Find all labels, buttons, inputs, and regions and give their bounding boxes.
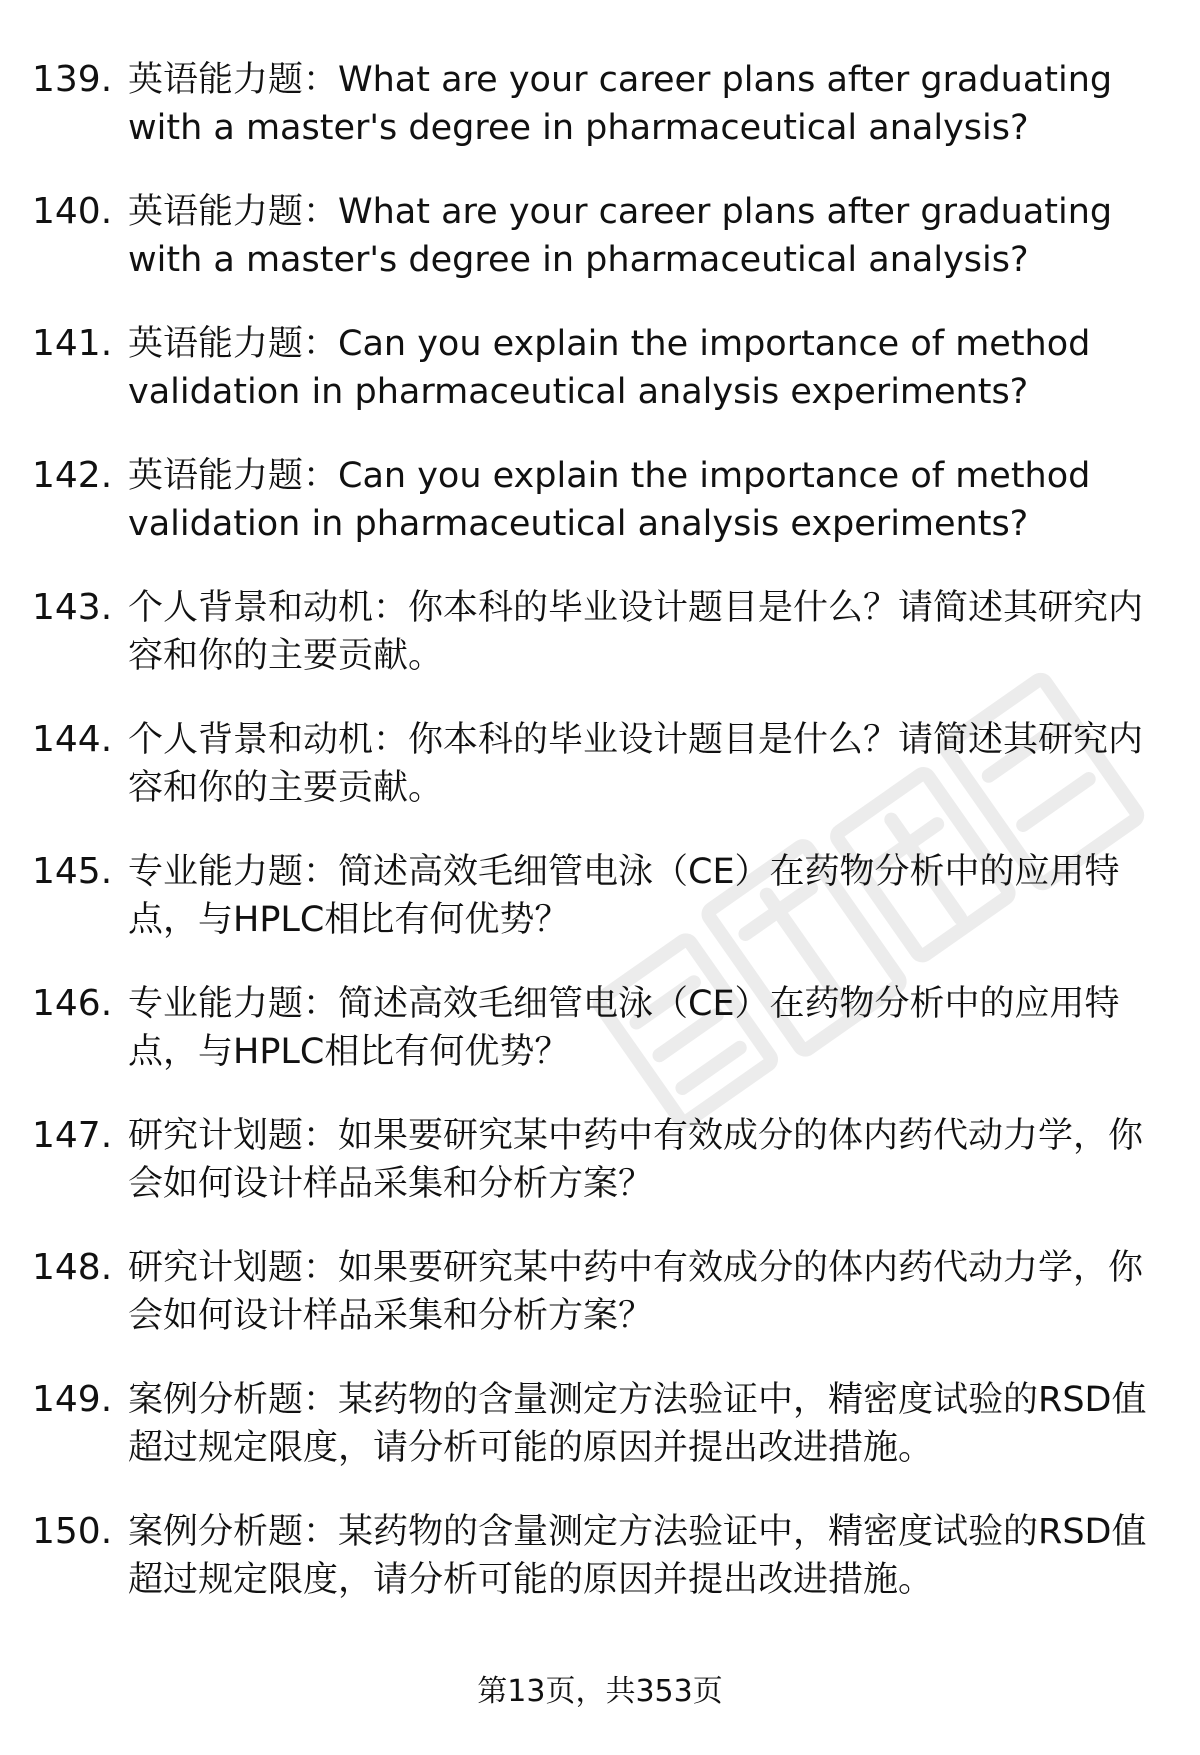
question-text: 英语能力题：What are your career plans after graduating with a master's degree in pharmaceutical analysis? <box>128 192 1113 280</box>
question-text: 案例分析题：某药物的含量测定方法验证中，精密度试验的RSD值超过规定限度，请分析可能的原因并提出改进措施。 <box>128 1512 1147 1600</box>
question-item <box>32 56 1172 188</box>
question-number: 149. <box>32 1379 113 1420</box>
question-text: 英语能力题：Can you explain the importance of method validation in pharmaceutical analysis experiments? <box>128 324 1091 412</box>
question-number: 148. <box>32 1247 113 1288</box>
question-text: 研究计划题：如果要研究某中药中有效成分的体内药代动力学，你会如何设计样品采集和分析方案？ <box>128 1248 1144 1336</box>
question-text: 英语能力题：What are your career plans after graduating with a master's degree in pharmaceutical analysis? <box>128 60 1113 148</box>
question-number: 139. <box>32 59 113 100</box>
question-text: 个人背景和动机：你本科的毕业设计题目是什么？请简述其研究内容和你的主要贡献。 <box>128 588 1144 676</box>
question-item <box>32 320 1172 452</box>
question-item <box>32 1508 1172 1640</box>
question-number: 145. <box>32 851 113 892</box>
question-item <box>32 1112 1172 1244</box>
question-number: 144. <box>32 719 113 760</box>
question-number: 140. <box>32 191 113 232</box>
question-text: 专业能力题：简述高效毛细管电泳（CE）在药物分析中的应用特点，与HPLC相比有何优势？ <box>128 852 1120 940</box>
question-text: 专业能力题：简述高效毛细管电泳（CE）在药物分析中的应用特点，与HPLC相比有何优势？ <box>128 984 1120 1072</box>
question-number: 146. <box>32 983 113 1024</box>
question-item <box>32 188 1172 320</box>
question-number: 141. <box>32 323 113 364</box>
question-number: 150. <box>32 1511 113 1552</box>
question-item <box>32 848 1172 980</box>
question-text: 个人背景和动机：你本科的毕业设计题目是什么？请简述其研究内容和你的主要贡献。 <box>128 720 1144 808</box>
page-number-label: 第13页，共353页 <box>477 1674 723 1709</box>
question-number: 143. <box>32 587 113 628</box>
question-text: 研究计划题：如果要研究某中药中有效成分的体内药代动力学，你会如何设计样品采集和分析方案？ <box>128 1116 1144 1204</box>
question-text: 案例分析题：某药物的含量测定方法验证中，精密度试验的RSD值超过规定限度，请分析可能的原因并提出改进措施。 <box>128 1380 1147 1468</box>
question-item <box>32 452 1172 584</box>
question-item <box>32 980 1172 1112</box>
question-list <box>32 56 1172 1640</box>
question-number: 142. <box>32 455 113 496</box>
question-item <box>32 1376 1172 1508</box>
question-number: 147. <box>32 1115 113 1156</box>
question-text: 英语能力题：Can you explain the importance of method validation in pharmaceutical analysis experiments? <box>128 456 1091 544</box>
question-item <box>32 584 1172 716</box>
page-footer <box>0 1672 1200 1712</box>
question-item <box>32 1244 1172 1376</box>
question-item <box>32 716 1172 848</box>
